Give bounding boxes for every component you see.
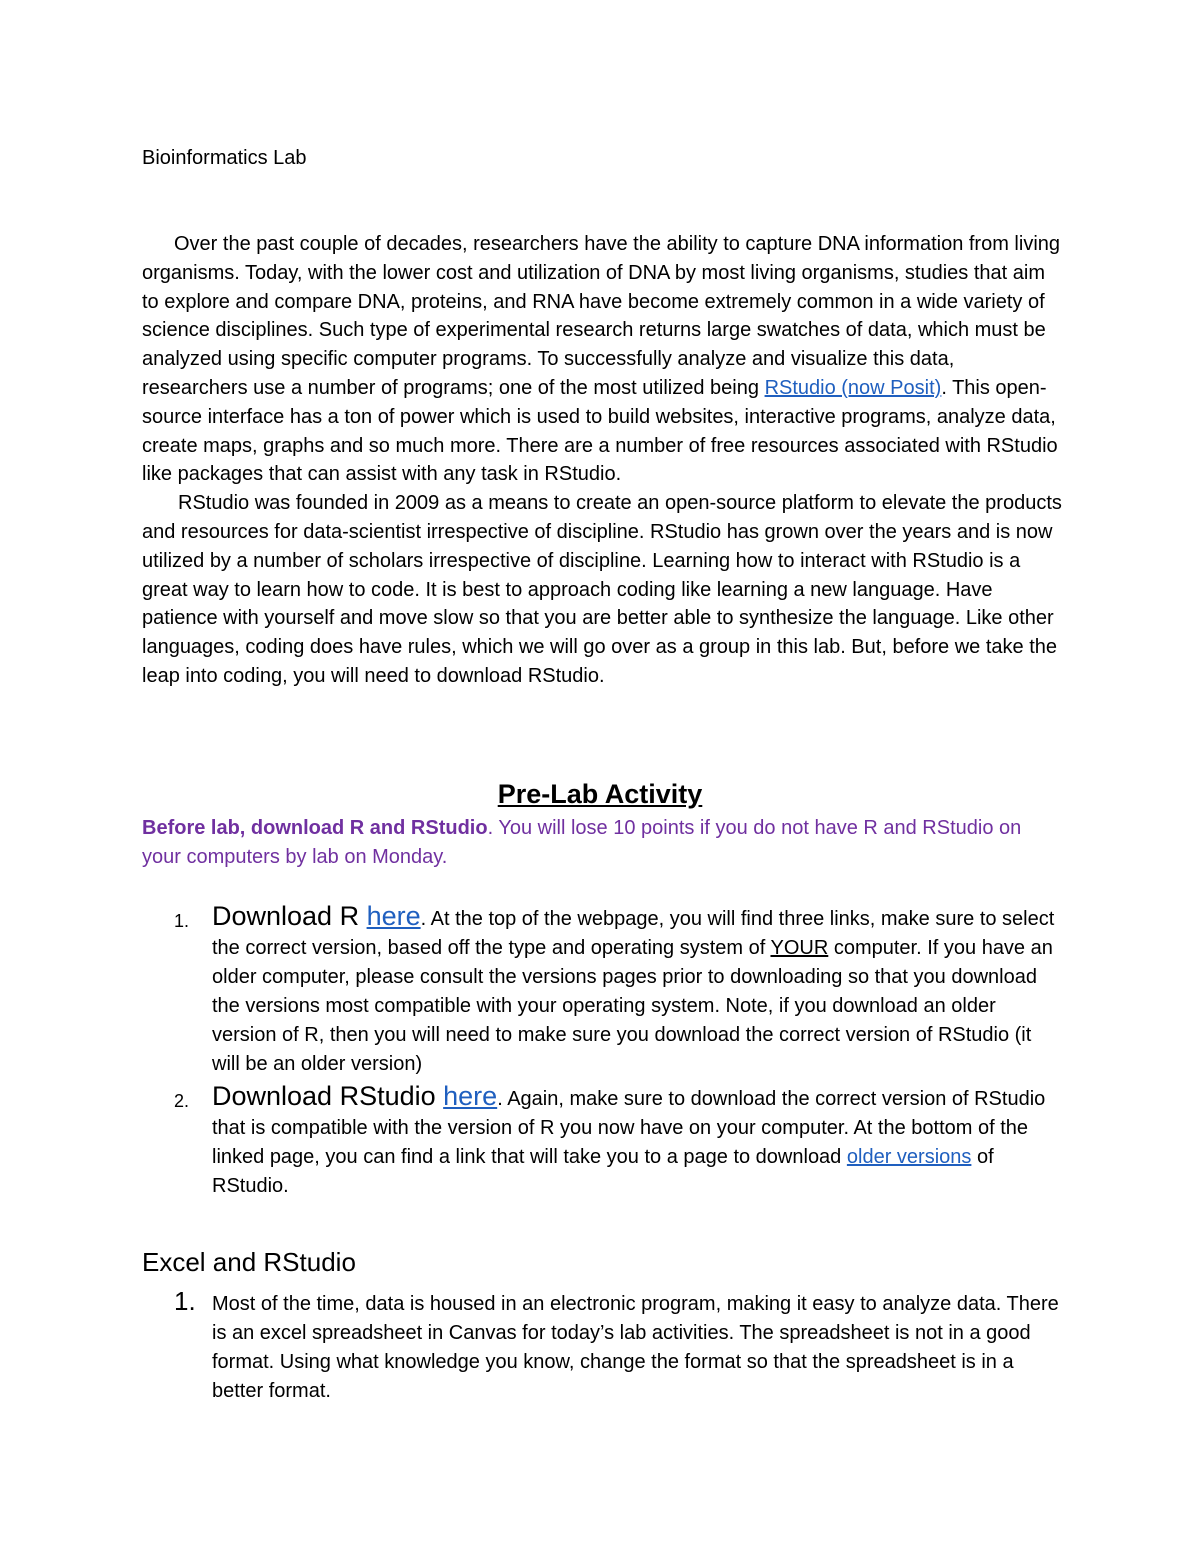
download-rstudio-text-a: . Again, make sure to download the correct version of RStudio that is compatible with the version of R you now have on your computer. At the bottom of the linked page, you can find a link that will take you to a page to download bbox=[212, 1088, 1046, 1168]
download-r-text-b: computer. If you have an older computer, please consult the versions pages prior to downloading so that you download the versions most compatible with your operating system. Note, if you download an older version of R, then you will need to make sure you download the correct version of RStudio (it will be an older version) bbox=[212, 937, 1053, 1075]
excel-section-heading: Excel and RStudio bbox=[142, 1247, 356, 1277]
list-item bbox=[142, 1082, 1062, 1201]
intro-p1-text-start: Over the past couple of decades, researchers have the ability to capture DNA information from living organisms. Today, with the lower cost and utilization of DNA by most living organisms, studies that aim to explore and compare DNA, proteins, and RNA have become extremely common in a wide variety of science disciplines. Such type of experimental research returns large swatches of data, which must be analyzed using specific computer programs. To successfully analyze and visualize this data, researchers use a number of programs; one of the most utilized being bbox=[142, 233, 1061, 399]
list-item bbox=[142, 902, 1062, 1079]
download-rstudio-text-b: of RStudio. bbox=[212, 1146, 994, 1197]
excel-item-text: Most of the time, data is housed in an electronic program, making it easy to analyze data. There is an excel spreadsheet in Canvas for today’s lab activities. The spreadsheet is not in a good format. Using what knowledge you know, change the format so that the spreadsheet is in a better format. bbox=[212, 1293, 1059, 1402]
intro-p1-text-end: . This open-source interface has a ton of power which is used to build websites, interactive programs, analyze data, create maps, graphs and so much more. There are a number of free resources associated with RStudio like packages that can assist with any task in RStudio. bbox=[142, 376, 1058, 486]
download-r-text-a: . At the top of the webpage, you will find three links, make sure to select the correct version, based off the type and operating system of bbox=[212, 908, 1055, 959]
document-title: Bioinformatics Lab bbox=[142, 147, 307, 169]
prelab-notice bbox=[142, 814, 1062, 872]
list-number: 1. bbox=[174, 1286, 196, 1316]
download-rstudio-link[interactable]: here bbox=[443, 1081, 498, 1111]
rstudio-posit-link[interactable]: RStudio (now Posit) bbox=[764, 376, 942, 399]
prelab-heading: Pre-Lab Activity bbox=[497, 779, 703, 809]
list-number: 2. bbox=[174, 1091, 190, 1111]
older-versions-link[interactable]: older versions bbox=[846, 1146, 972, 1168]
download-r-link[interactable]: here bbox=[366, 901, 421, 931]
download-r-lead: Download R bbox=[212, 901, 367, 931]
intro-paragraph-2: RStudio was founded in 2009 as a means to create an open-source platform to elevate the products and resources for data-scientist irrespective of discipline. RStudio has grown over the years and is now utilized by a number of scholars irrespective of discipline. Learning how to interact with RStudio is a great way to learn how to code. It is best to approach coding like learning a new language. Have patience with yourself and move slow so that you are better able to synthesize the language. Like other languages, coding does have rules, which we will go over as a group in this lab. But, before we take the leap into coding, you will need to download RStudio. bbox=[142, 492, 1062, 687]
download-rstudio-lead: Download RStudio bbox=[212, 1081, 444, 1111]
prelab-list bbox=[142, 902, 1062, 1201]
intro-paragraph-1 bbox=[142, 230, 1062, 489]
list-number: 1. bbox=[174, 911, 190, 931]
your-underlined: YOUR bbox=[770, 937, 829, 959]
prelab-notice-rest: . You will lose 10 points if you do not have R and RStudio on your computers by lab on Monday. bbox=[142, 817, 1022, 868]
intro-section bbox=[142, 230, 1062, 691]
excel-list bbox=[142, 1286, 1062, 1406]
list-item bbox=[142, 1286, 1062, 1406]
prelab-notice-bold: Before lab, download R and RStudio bbox=[142, 817, 488, 839]
